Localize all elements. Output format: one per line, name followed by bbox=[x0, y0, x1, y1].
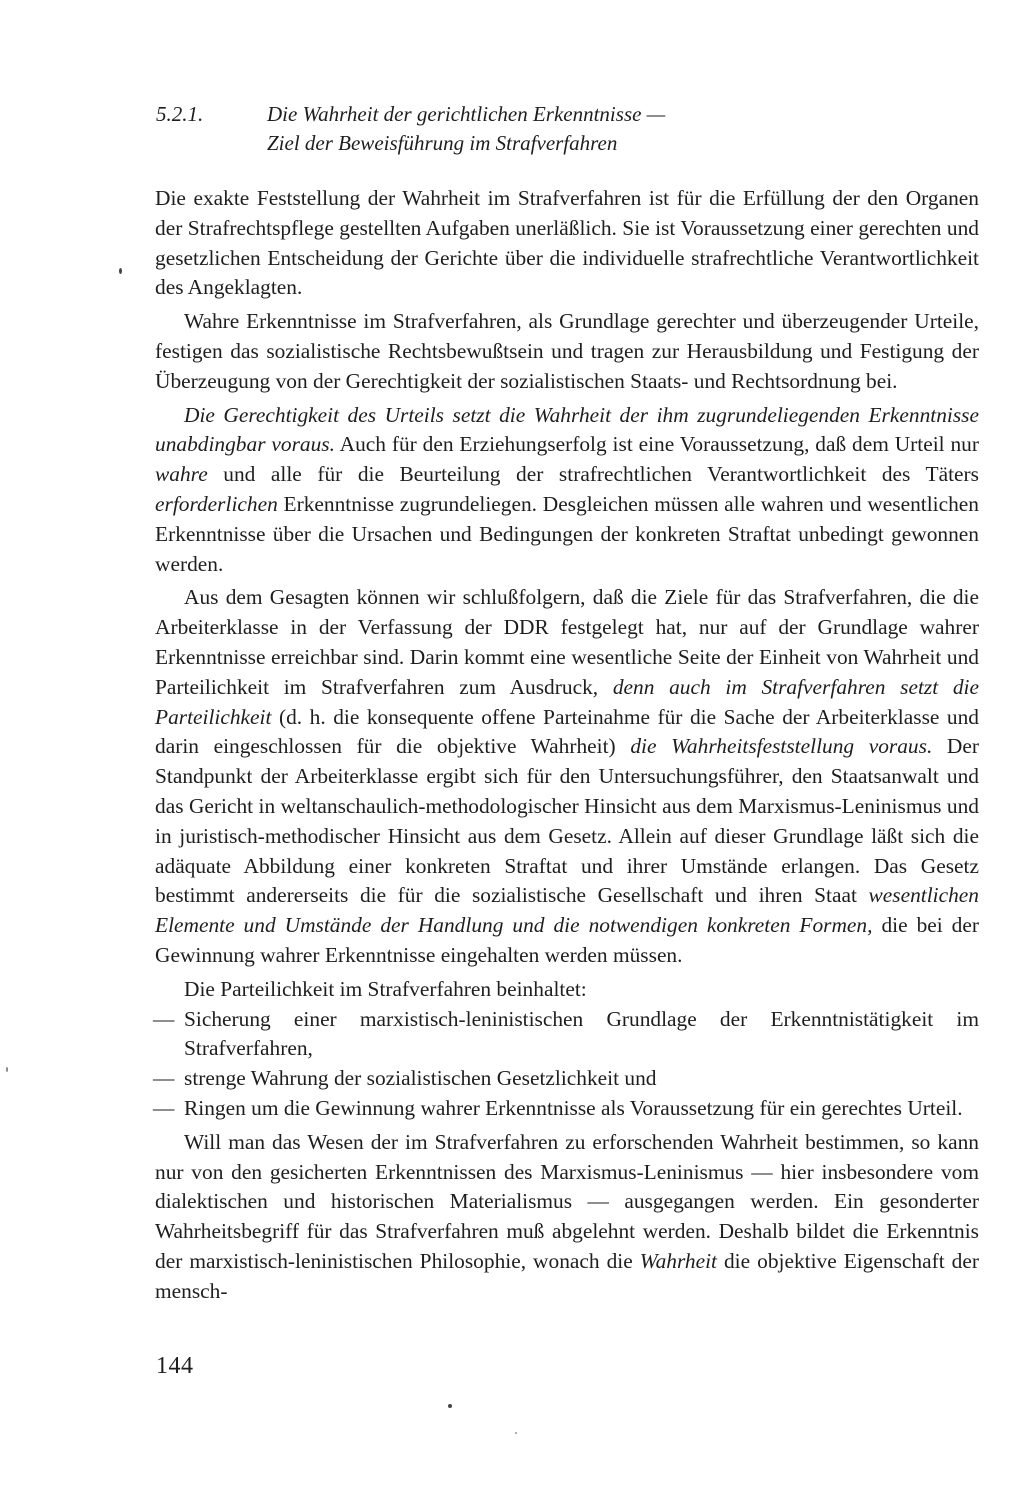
dash-marker: — bbox=[153, 1095, 175, 1120]
section-title-line-2: Ziel der Beweisführung im Strafverfahren bbox=[267, 131, 618, 155]
print-speck bbox=[119, 268, 122, 274]
paragraph-5-emphasis-1: Wahrheit bbox=[639, 1248, 717, 1273]
paragraph-3-text-2: und alle für die Beurteilung der strafrechtlichen Verantwortlichkeit des Täters bbox=[207, 462, 979, 487]
dash-marker: — bbox=[153, 1066, 175, 1091]
paragraph-4-emphasis-1: denn auch im Strafverfahren setzt die Parteilichkeit bbox=[155, 674, 979, 729]
list-item bbox=[155, 1064, 979, 1094]
print-speck bbox=[448, 1404, 452, 1408]
paragraph-3-emphasis-1: Die Gerechtigkeit des Urteils setzt die Wahrheit der ihm zugrundeliegenden Erkenntnisse unabdingbar voraus. bbox=[155, 402, 979, 457]
paragraph-3-emphasis-2: wahre bbox=[155, 462, 208, 487]
list-item bbox=[155, 1005, 979, 1065]
paragraph-4-text-3: Der Standpunkt der Arbeiterklasse ergibt sich für den Untersuchungsführer, den Staatsanwalt und das Gericht in weltanschaulich-methodologischer Hinsicht aus dem Marxismus-Leninismus und in juristisch-methodischer Hinsicht aus dem Gesetz. Allein auf dieser Grundlage läßt sich die adäquate Abbildung einer konkreten Straftat und ihrer Umstände erlangen. Das Gesetz bestimmt andererseits die für die sozialistische Gesellschaft und ihren Staat bbox=[155, 734, 979, 908]
partisanship-list bbox=[155, 1005, 979, 1124]
paragraph-5 bbox=[155, 1128, 979, 1307]
list-item-text: strenge Wahrung der sozialistischen Gesetzlichkeit und bbox=[184, 1066, 657, 1091]
list-item-text: Sicherung einer marxistisch-leninistischen Grundlage der Erkenntnistätigkeit im Strafverfahren, bbox=[184, 1006, 979, 1061]
dash-marker: — bbox=[153, 1006, 175, 1031]
paragraph-4-text-4: die bei der Gewinnung wahrer Erkenntnisse eingehalten werden müssen. bbox=[155, 913, 979, 967]
body-text bbox=[155, 184, 979, 1306]
paragraph-3-emphasis-3: erforderlichen bbox=[155, 491, 278, 516]
section-title bbox=[267, 100, 986, 158]
paragraph-3-text-3: Erkenntnisse zugrundeliegen. Desgleichen müssen alle wahren und wesentlichen Erkenntnisse über die Ursachen und Bedingungen der konkreten Straftat unbedingt gewonnen werden. bbox=[155, 491, 979, 576]
section-heading bbox=[156, 100, 986, 158]
paragraph-5-text-1: Will man das Wesen der im Strafverfahren zu erforschenden Wahrheit bestimmen, so kann nur von den gesicherten Erkenntnissen des Marxismus-Leninismus — hier insbesondere vom dialektischen und historischen Materialismus — ausgegangen werden. Ein gesonderter Wahrheitsbegriff für das Strafverfahren muß abgelehnt werden. Deshalb bildet die Erkenntnis der marxistisch-leninistischen Philosophie, wonach die bbox=[155, 1129, 979, 1273]
paragraph-4-emphasis-3: wesentlichen Elemente und Umstände der Handlung und die notwendigen konkreten Formen, bbox=[155, 883, 979, 938]
print-speck bbox=[515, 1432, 517, 1434]
paragraph-4-text-1: Aus dem Gesagten können wir schlußfolgern, daß die Ziele für das Strafverfahren, die die Arbeiterklasse in der Verfassung der DDR festgelegt hat, nur auf der Grundlage wahrer Erkenntnisse erreichbar sind. Darin kommt eine wesentliche Seite der Einheit von Wahrheit und Parteilichkeit im Strafverfahren zum Ausdruck, bbox=[155, 585, 979, 699]
paragraph-4-emphasis-2: die Wahrheitsfeststellung voraus. bbox=[630, 734, 933, 759]
list-item bbox=[155, 1094, 979, 1124]
list-item-text: Ringen um die Gewinnung wahrer Erkenntnisse als Voraussetzung für ein gerechtes Urteil. bbox=[184, 1095, 963, 1120]
paragraph-2: Wahre Erkenntnisse im Strafverfahren, als Grundlage gerechter und überzeugender Urteile, festigen das sozialistische Rechtsbewußtsein und tragen zur Herausbildung und Festigung der Überzeugung von der Gerechtigkeit der sozialistischen Staats- und Rechtsordnung bei. bbox=[155, 309, 979, 393]
print-speck bbox=[6, 1067, 8, 1072]
paragraph-1: Die exakte Feststellung der Wahrheit im Strafverfahren ist für die Erfüllung der den Organen der Strafrechtspflege gestellten Aufgaben unerläßlich. Sie ist Voraussetzung einer gerechten und gesetzlichen Entscheidung der Gerichte über die individuelle strafrechtliche Verantwortlichkeit des Angeklagten. bbox=[155, 186, 979, 300]
page-number: 144 bbox=[156, 1353, 194, 1379]
paragraph-5-text-2: die objektive Eigenschaft der mensch- bbox=[155, 1248, 979, 1303]
section-title-line-1: Die Wahrheit der gerichtlichen Erkenntnisse — bbox=[267, 102, 666, 126]
paragraph-3-text-1: Auch für den Erziehungserfolg ist eine Voraussetzung, daß dem Urteil nur bbox=[334, 432, 979, 457]
section-number: 5.2.1. bbox=[156, 102, 204, 126]
paragraph-4-text-2: (d. h. die konsequente offene Parteinahme für die Sache der Arbeiterklasse und darin eingeschlossen für die objektive Wahrheit) bbox=[155, 704, 979, 759]
list-intro: Die Parteilichkeit im Strafverfahren beinhaltet: bbox=[184, 976, 587, 1001]
paragraph-4 bbox=[155, 583, 979, 970]
paragraph-3 bbox=[155, 401, 979, 580]
